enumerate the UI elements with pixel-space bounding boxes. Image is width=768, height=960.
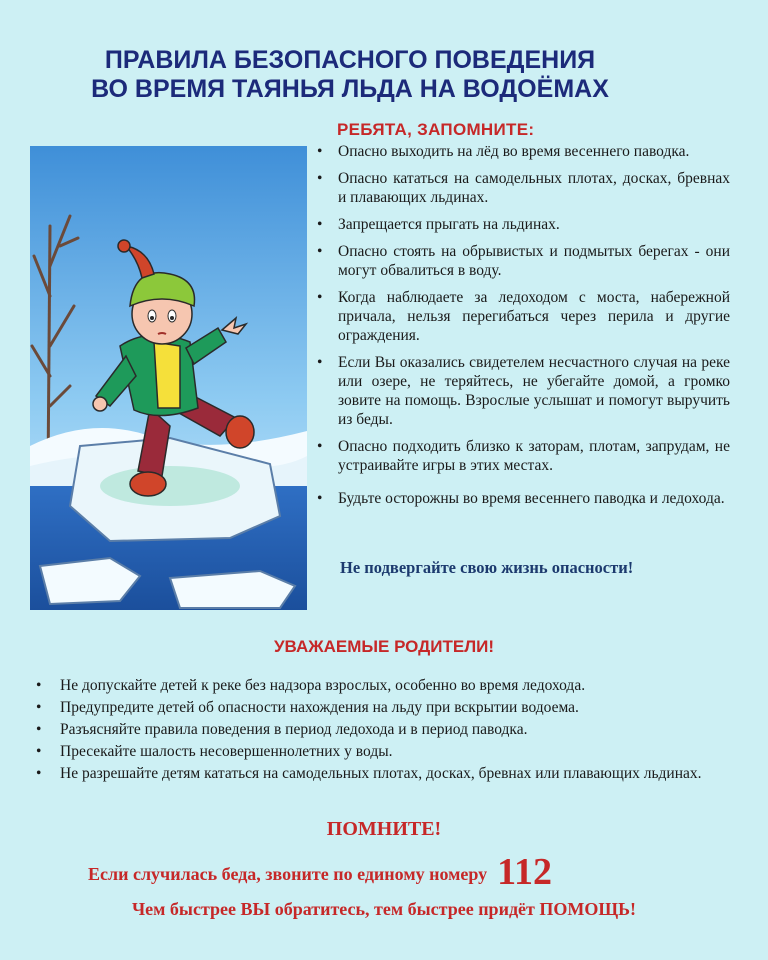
remember-heading: ПОМНИТЕ! <box>326 818 442 840</box>
emergency-call-text: Если случилась беда, звоните по единому номеру <box>88 864 488 884</box>
list-item-text: Опасно выходить на лёд во время весеннего паводка. <box>338 143 690 160</box>
bullet-icon: • <box>317 354 323 371</box>
title-line-2: ВО ВРЕМЯ ТАЯНЬЯ ЛЬДА НА ВОДОЁМАХ <box>91 75 609 103</box>
list-item <box>36 676 730 695</box>
bullet-icon: • <box>36 721 42 738</box>
list-item-text: Предупредите детей об опасности нахождения на льду при вскрытии водоема. <box>60 699 579 716</box>
emergency-call-line <box>88 850 552 894</box>
bullet-icon: • <box>317 490 323 507</box>
list-item <box>36 742 730 761</box>
list-item <box>36 720 730 739</box>
parents-heading: УВАЖАЕМЫЕ РОДИТЕЛИ! <box>273 637 495 656</box>
bullet-icon: • <box>317 289 323 306</box>
list-item-text: Когда наблюдаете за ледоходом с моста, набережной причала, нельзя перегибаться через перила и другие ограждения. <box>338 289 730 344</box>
kids-rules-list <box>316 142 730 516</box>
list-item-text: Не разрешайте детям кататься на самодельных плотах, досках, бревнах или плавающих льдинах. <box>60 765 702 782</box>
list-item <box>316 489 730 508</box>
list-item-text: Будьте осторожны во время весеннего паводка и ледохода. <box>338 490 725 507</box>
list-item <box>316 288 730 345</box>
list-item-text: Если Вы оказались свидетелем несчастного случая на реке или озере, не теряйтесь, не убегайте домой, а громко зовите на помощь. Взрослые услышат и помогут выручить из беды. <box>338 354 730 428</box>
bullet-icon: • <box>317 438 323 455</box>
list-item-text: Не допускайте детей к реке без надзора взрослых, особенно во время ледохода. <box>60 677 586 694</box>
list-item-text: Опасно подходить близко к заторам, плотам, запрудам, не устраивайте игры в этих местах. <box>338 438 730 474</box>
child-on-ice-illustration <box>30 146 307 610</box>
list-item-text: Разъясняйте правила поведения в период ледохода и в период паводка. <box>60 721 528 738</box>
kids-heading: РЕБЯТА, ЗАПОМНИТЕ: <box>337 120 535 139</box>
list-item <box>316 353 730 429</box>
list-item <box>316 169 730 207</box>
bullet-icon: • <box>36 699 42 716</box>
bullet-icon: • <box>36 677 42 694</box>
list-item-text: Опасно стоять на обрывистых и подмытых берегах - они могут обвалиться в воду. <box>338 243 730 279</box>
bullet-icon: • <box>317 143 323 160</box>
help-faster-text: Чем быстрее ВЫ обратитесь, тем быстрее придёт ПОМОЩЬ! <box>131 899 637 919</box>
list-item <box>316 142 730 161</box>
title-line-1: ПРАВИЛА БЕЗОПАСНОГО ПОВЕДЕНИЯ <box>104 46 596 74</box>
list-item <box>316 242 730 280</box>
list-item <box>316 437 730 475</box>
kids-warning-note: Не подвергайте свою жизнь опасности! <box>340 558 634 577</box>
parents-rules-list <box>36 676 730 786</box>
bullet-icon: • <box>36 765 42 782</box>
page-title <box>0 46 700 104</box>
list-item <box>36 698 730 717</box>
list-item <box>316 215 730 234</box>
bullet-icon: • <box>317 170 323 187</box>
bullet-icon: • <box>317 243 323 260</box>
bullet-icon: • <box>36 743 42 760</box>
list-item <box>36 764 730 783</box>
list-item-text: Запрещается прыгать на льдинах. <box>338 216 560 233</box>
list-item-text: Пресекайте шалость несовершеннолетних у воды. <box>60 743 393 760</box>
emergency-number: 112 <box>497 851 553 893</box>
list-item-text: Опасно кататься на самодельных плотах, досках, бревнах и плавающих льдинах. <box>338 170 730 206</box>
bullet-icon: • <box>317 216 323 233</box>
